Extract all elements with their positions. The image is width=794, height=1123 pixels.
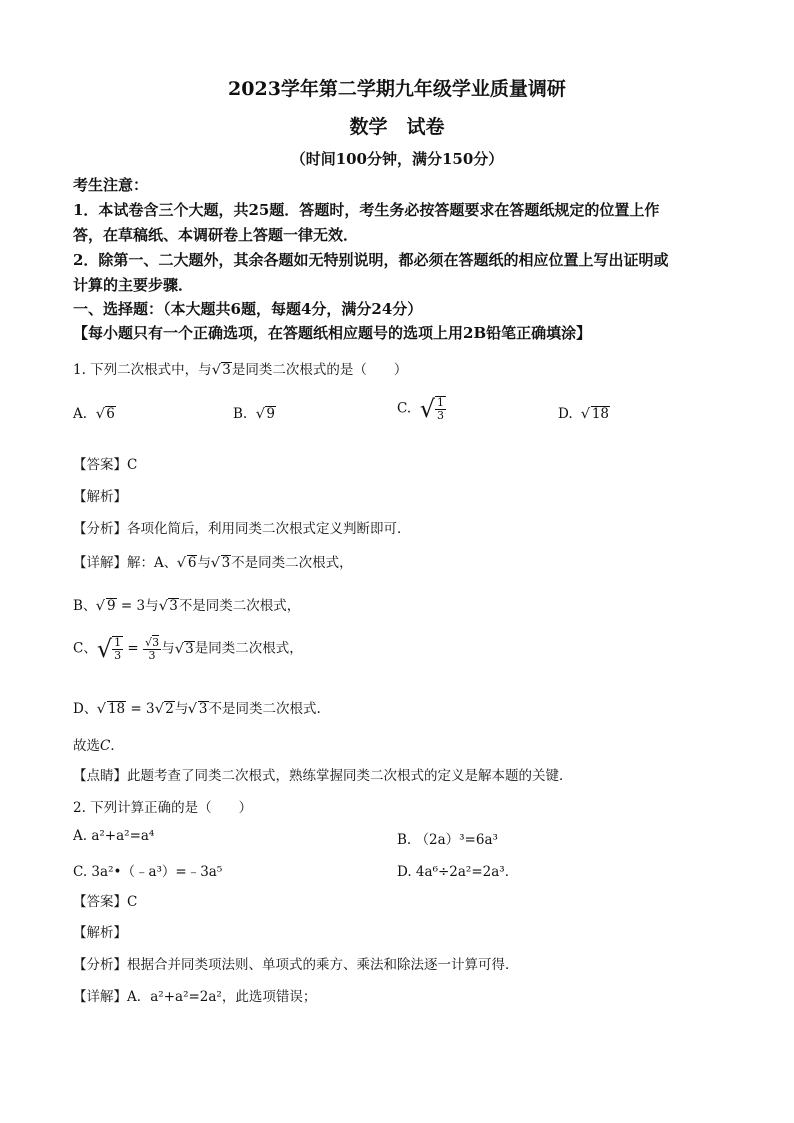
q1-xiangjie-b — [73, 594, 300, 614]
xj-text: 与 — [174, 701, 189, 717]
radicand: 2 — [165, 701, 174, 717]
radicand: 3 — [169, 598, 178, 614]
section-1-heading: 一、选择题：（本大题共6题，每题4分，满分24分） — [73, 300, 423, 318]
numerator: 1 — [114, 636, 122, 649]
choose-text: 故选 — [73, 738, 100, 754]
notice-heading: 考生注意： — [73, 176, 149, 194]
q1-option-b-label: B. — [233, 406, 248, 422]
fenxi-tag: 【分析】 — [73, 957, 127, 973]
q1-option-c-label: C. — [397, 400, 412, 417]
q1-analysis-tag: 【解析】 — [73, 489, 127, 505]
section-1-instruction: 【每小题只有一个正确选项，在答题纸相应题号的选项上用2B铅笔正确填涂】 — [73, 324, 592, 342]
xj-text: 与 — [161, 640, 175, 657]
q1-option-a-label: A. — [73, 406, 88, 422]
q2-option-c[interactable]: C. 3a²•（﹣a³）=﹣3a⁵ — [73, 864, 223, 880]
dianjing-text: 此题考查了同类二次根式，熟练掌握同类二次根式的定义是解本题的关键． — [127, 768, 573, 784]
fenxi-tag: 【分析】 — [73, 521, 127, 537]
fraction — [112, 636, 123, 662]
xj-text: 与 — [197, 555, 211, 571]
sqrt-symbol: √ — [176, 555, 187, 571]
q1-option-c-fraction — [435, 396, 446, 422]
radicand: 3 — [185, 640, 194, 657]
q1-dianjing — [73, 764, 573, 784]
answer-tag: 【答案】 — [73, 457, 127, 473]
q2-stem: 2. 下列计算正确的是（ ） — [73, 800, 253, 816]
q1-stem-text-a: 1. 下列二次根式中，与 — [73, 362, 212, 378]
q1-fenxi — [73, 517, 411, 537]
xj-text: C、 — [73, 640, 97, 657]
xj-text: = — [123, 640, 144, 657]
sqrt-symbol: √ — [174, 640, 184, 657]
radicand: 3 — [221, 555, 231, 571]
xj-text: D、 — [73, 701, 98, 717]
q1-option-a[interactable] — [73, 406, 116, 422]
choose-letter: C — [100, 738, 111, 754]
exam-title: 2023学年第二学期九年级学业质量调研 — [228, 78, 566, 100]
q1-choose — [73, 734, 124, 754]
sqrt-symbol: √ — [158, 598, 168, 614]
q1-option-c-denominator: 3 — [437, 409, 445, 423]
q1-stem — [73, 358, 407, 378]
xj-text: 不是同类二次根式， — [178, 598, 301, 614]
sqrt-symbol: √ — [210, 555, 220, 571]
sqrt-symbol: √ — [187, 701, 198, 717]
xiangjie-text: A．a²+a²=2a²，此选项错误； — [127, 989, 317, 1005]
q1-option-a-radicand: 6 — [106, 406, 115, 422]
sqrt-symbol: √ — [211, 362, 221, 378]
q1-option-c-numerator: 1 — [437, 396, 445, 409]
sqrt-symbol: √ — [95, 406, 105, 422]
q1-xiangjie-d — [73, 697, 321, 717]
q1-option-d-radicand: 18 — [591, 406, 610, 422]
q2-fenxi — [73, 953, 519, 973]
xj-text: 不是同类二次根式， — [231, 555, 353, 571]
q2-analysis-tag: 【解析】 — [73, 925, 127, 941]
radicand: 3 — [198, 701, 208, 717]
notice-line-2a: 2．除第一、二大题外，其余各题如无特别说明，都必须在答题纸的相应位置上写出证明或 — [73, 251, 669, 269]
q1-option-d[interactable] — [558, 406, 610, 422]
sqrt-symbol: √ — [154, 701, 164, 717]
xj-text: = 3 — [126, 701, 155, 717]
numerator — [143, 637, 161, 650]
exam-subtitle: 数学 试卷 — [349, 116, 445, 138]
sqrt-symbol: √ — [96, 635, 113, 664]
q1-option-c[interactable] — [397, 396, 446, 422]
sqrt-symbol: √ — [255, 406, 265, 422]
xj-text: B、 — [73, 598, 97, 614]
xj-text: 不是同类二次根式. — [208, 701, 321, 717]
answer-value: C — [127, 457, 138, 473]
q1-option-b[interactable] — [233, 406, 276, 422]
q1-xiangjie-a — [73, 551, 353, 571]
dianjing-tag: 【点睛】 — [73, 768, 127, 784]
fenxi-text: 根据合并同类项法则、单项式的乘方、乘法和除法逐一计算可得． — [127, 957, 519, 973]
notice-line-1b: 答，在草稿纸、本调研卷上答题一律无效． — [73, 226, 359, 244]
radicand: 3 — [152, 635, 160, 649]
notice-line-2b: 计算的主要步骤． — [73, 276, 194, 294]
q2-option-a[interactable]: A. a²+a²=a⁴ — [73, 828, 155, 844]
sqrt-symbol: √ — [96, 701, 107, 717]
choose-end: ． — [110, 738, 124, 754]
q1-option-d-label: D. — [558, 406, 573, 422]
denominator: 3 — [114, 649, 122, 663]
time-note: （时间100分钟，满分150分） — [290, 150, 504, 168]
answer-value: C — [127, 894, 138, 910]
notice-line-1a: 1．本试卷含三个大题，共25题．答题时，考生务必按答题要求在答题纸规定的位置上作 — [73, 201, 660, 219]
sqrt-symbol: √ — [145, 635, 153, 649]
sqrt-symbol: √ — [95, 598, 106, 614]
q1-stem-radicand: 3 — [222, 362, 231, 378]
xj-text: 是同类二次根式， — [194, 640, 303, 657]
xiangjie-tag: 【详解】 — [73, 989, 127, 1005]
xj-text: 解：A、 — [127, 555, 178, 571]
q2-answer — [73, 890, 137, 910]
radicand: 18 — [107, 701, 126, 717]
fraction — [143, 637, 161, 662]
q2-xiangjie — [73, 985, 316, 1005]
q1-option-b-radicand: 9 — [266, 406, 276, 422]
sqrt-symbol: √ — [580, 406, 591, 422]
denominator: 3 — [148, 648, 156, 662]
q1-xiangjie-c — [73, 636, 303, 662]
xj-text: = 3 — [116, 598, 146, 614]
q1-answer — [73, 453, 137, 473]
q1-stem-text-b: 是同类二次根式的是（ ） — [231, 362, 408, 378]
sqrt-symbol: √ — [419, 395, 436, 424]
q2-option-d[interactable]: D. 4a⁶÷2a²=2a³． — [397, 864, 519, 880]
xiangjie-tag: 【详解】 — [73, 555, 127, 571]
radicand: 6 — [187, 555, 197, 571]
fenxi-text: 各项化简后，利用同类二次根式定义判断即可． — [127, 521, 411, 537]
q2-option-b[interactable]: B. （2a）³=6a³ — [397, 832, 498, 848]
radicand: 9 — [107, 598, 116, 614]
answer-tag: 【答案】 — [73, 894, 127, 910]
xj-text: 与 — [145, 598, 159, 614]
